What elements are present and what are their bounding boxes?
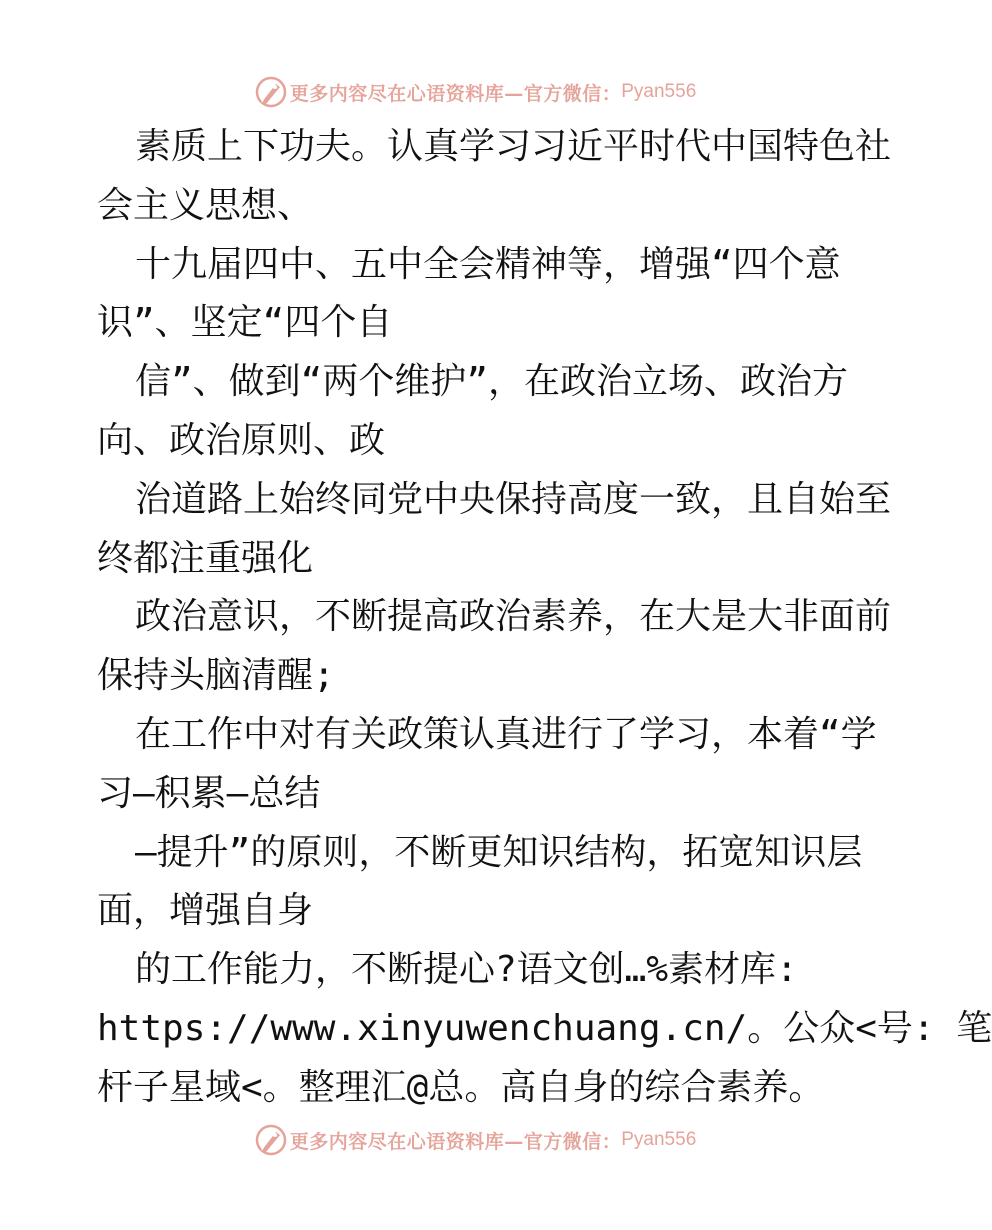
paragraph-line: 的工作能力，不断提心?语文创…%素材库: [135, 949, 798, 991]
banner-wechat-id: Pyan556 [621, 1129, 697, 1150]
paragraph-line: 十九届四中、五中全会精神等，增强“四个意 [135, 243, 841, 285]
paragraph-line: 向、政治原则、政 [97, 419, 386, 461]
banner-text: 更多内容尽在心语资料库—官方微信： [289, 1130, 622, 1153]
paragraph-line: 习—积累—总结 [97, 772, 321, 814]
paragraph-line: —提升”的原则，不断更知识结构，拓宽知识层 [135, 831, 863, 873]
paragraph-line: 政治意识，不断提高政治素养，在大是大非面前 [135, 596, 892, 638]
paragraph-line: 面，增强自身 [97, 890, 314, 932]
paragraph-line: 素质上下功夫。认真学习习近平时代中国特色社 [135, 126, 892, 167]
paragraph-line: 保持头脑清醒; [97, 655, 335, 697]
header-watermark-banner [0, 72, 950, 112]
paragraph-line: 信”、做到“两个维护”，在政治立场、政治方 [135, 361, 849, 403]
paragraph-line: 终都注重强化 [97, 537, 314, 579]
document-body [97, 118, 992, 1118]
banner-wechat-id: Pyan556 [621, 81, 697, 102]
banner-text: 更多内容尽在心语资料库—官方微信： [289, 82, 622, 105]
paragraph-line: 识”、坚定“四个自 [97, 302, 393, 344]
paragraph-line: 在工作中对有关政策认真进行了学习，本着“学 [135, 713, 877, 755]
paragraph-line: https://www.xinyuwenchuang.cn/。公众<号: 笔 [97, 1007, 992, 1049]
footer-watermark-banner [0, 1120, 950, 1160]
paragraph-line: 杆子星域<。整理汇@总。高自身的综合素养。 [97, 1066, 825, 1108]
paragraph-line: 会主义思想、 [97, 184, 314, 226]
quill-pen-logo-icon [254, 75, 288, 109]
quill-pen-logo-icon [254, 1123, 288, 1157]
paragraph-line: 治道路上始终同党中央保持高度一致，且自始至 [135, 478, 892, 520]
